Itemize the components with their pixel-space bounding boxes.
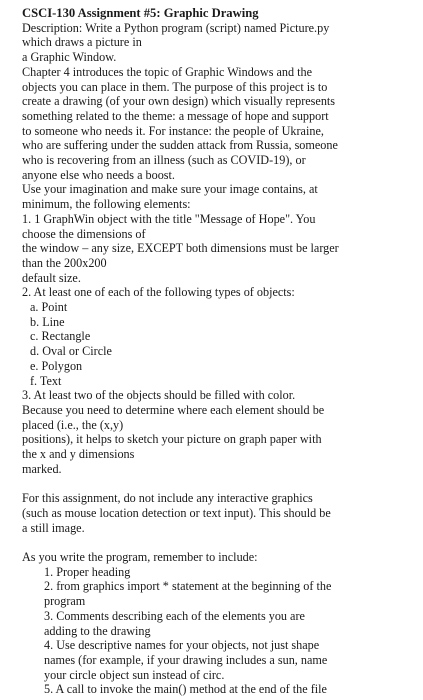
list-item: d. Oval or Circle [30,344,112,359]
text-line: For this assignment, do not include any interactive graphics [22,491,313,506]
list-item: program [44,594,86,609]
requirement-3-paragraph [22,388,417,476]
text-line: anyone else who needs a boost. [22,167,175,182]
requirement-3: 3. At least two of the objects should be filled with color. [22,388,296,403]
text-line: the window – any size, EXCEPT both dimensions must be larger [22,241,339,256]
paragraph-spacer [22,477,417,492]
text-line: placed (i.e., the (x,y) [22,417,124,432]
list-item: 2. from graphics import * statement at the beginning of the [44,579,332,594]
text-line: positions), it helps to sketch your picture on graph paper with [22,432,322,447]
text-line: default size. [22,270,81,285]
list-item: names (for example, if your drawing includes a sun, name [44,652,328,667]
text-line: to someone who needs it. For instance: the people of Ukraine, [22,123,324,138]
list-item: a. Point [30,300,68,315]
text-line: a still image. [22,520,85,535]
text-line: Description: Write a Python program (script) named Picture.py [22,20,330,35]
list-item: e. Polygon [30,358,83,373]
text-line: than the 200x200 [22,255,107,270]
list-item: c. Rectangle [30,329,91,344]
text-line: marked. [22,461,62,476]
assignment-title: CSCI-130 Assignment #5: Graphic Drawing [22,6,259,20]
requirement-2: 2. At least one of each of the following types of objects: [22,285,295,300]
reminders-intro: As you write the program, remember to include: [22,549,258,564]
text-line: who are suffering under the sudden attack from Russia, someone [22,138,338,153]
text-line: something related to the theme: a message of hope and support [22,108,329,123]
interactivity-paragraph [22,491,417,535]
text-line: a Graphic Window. [22,50,117,65]
list-item: 1. Proper heading [44,564,131,579]
reminders-section [22,550,417,697]
text-line: Use your imagination and make sure your image contains, at [22,182,318,197]
text-line: Chapter 4 introduces the topic of Graphic Windows and the [22,64,313,79]
text-line: objects you can place in them. The purpose of this project is to [22,79,328,94]
list-item: 5. A call to invoke the main() method at the end of the file [44,682,327,697]
list-item: 4. Use descriptive names for your objects, not just shape [44,638,320,653]
list-item: adding to the drawing [44,623,151,638]
text-line: the x and y dimensions [22,447,135,462]
paragraph-spacer [22,535,417,550]
list-item: b. Line [30,314,65,329]
text-line: minimum, the following elements: [22,197,191,212]
text-line: choose the dimensions of [22,226,146,241]
list-item: your circle object sun instead of circ. [44,667,225,682]
list-item: f. Text [30,373,62,388]
text-line: who is recovering from an illness (such as COVID-19), or [22,153,306,168]
text-line: (such as mouse location detection or text input). This should be [22,505,331,520]
list-item: 3. Comments describing each of the elements you are [44,608,305,623]
text-line: create a drawing (of your own design) which visually represents [22,94,336,109]
text-line: Because you need to determine where each element should be [22,402,325,417]
text-line: which draws a picture in [22,35,142,50]
object-type-list [22,300,417,388]
requirement-1: 1. 1 GraphWin object with the title "Message of Hope". You [22,211,316,226]
description-paragraph [22,21,417,300]
